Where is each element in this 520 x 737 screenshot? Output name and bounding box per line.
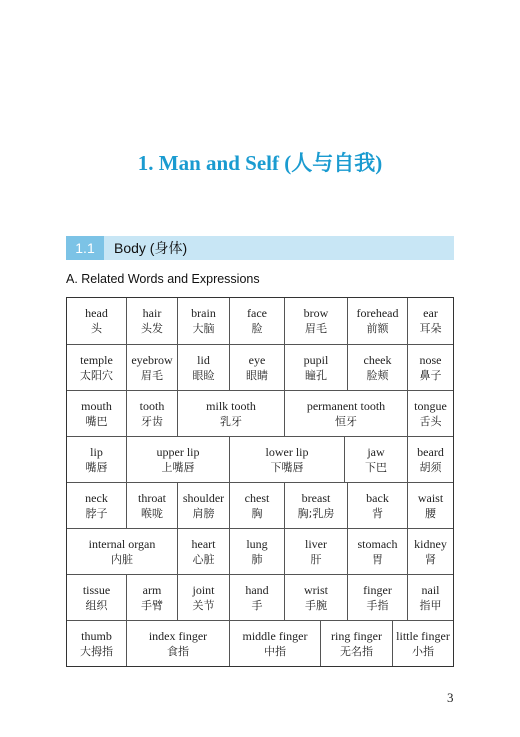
- chinese-term: 胃: [372, 552, 383, 566]
- table-row: [67, 528, 453, 574]
- chinese-term: 脸: [251, 322, 263, 335]
- table-cell: [284, 529, 347, 574]
- table-cell: [126, 437, 229, 482]
- chinese-term: 眉毛: [141, 368, 163, 382]
- english-term: internal organ: [88, 536, 156, 551]
- chinese-term: 手腕: [305, 598, 327, 612]
- table-cell: [284, 345, 347, 390]
- chinese-term: 舌头: [419, 414, 442, 428]
- chinese-term: 胸: [251, 506, 263, 520]
- table-cell: [67, 621, 126, 666]
- table-cell: [407, 483, 453, 528]
- english-term: face: [247, 306, 267, 320]
- table-row: [67, 344, 453, 390]
- english-term: throat: [138, 490, 166, 505]
- chinese-term: 心脏: [192, 552, 215, 566]
- chinese-term: 眼睑: [192, 368, 215, 382]
- chinese-term: 喉咙: [141, 506, 163, 520]
- table-cell: [126, 621, 229, 666]
- chinese-term: 手: [251, 598, 263, 612]
- table-cell: [407, 437, 453, 482]
- table-cell: [407, 298, 453, 344]
- chinese-term: 嘴唇: [85, 460, 108, 474]
- table-cell: [320, 621, 392, 666]
- table-cell: [407, 529, 453, 574]
- chinese-term: 大脑: [192, 322, 215, 335]
- page-number: 3: [447, 690, 454, 705]
- chinese-term: 恒牙: [335, 414, 357, 428]
- table-cell: [67, 345, 126, 390]
- chinese-term: 上嘴唇: [161, 460, 195, 474]
- chinese-term: 背: [372, 506, 383, 520]
- english-term: upper lip: [156, 444, 200, 459]
- table-cell: [284, 391, 407, 436]
- chinese-term: 肺: [251, 552, 263, 566]
- table-cell: [126, 483, 177, 528]
- english-term: jaw: [367, 444, 385, 459]
- table-cell: [229, 483, 284, 528]
- english-term: lip: [90, 444, 103, 459]
- chinese-term: 耳朵: [419, 322, 442, 335]
- chinese-term: 腰: [425, 506, 436, 520]
- chinese-term: 眉毛: [305, 322, 327, 335]
- english-term: tissue: [82, 582, 111, 597]
- table-cell: [67, 529, 177, 574]
- table-cell: [67, 298, 126, 344]
- table-cell: [67, 391, 126, 436]
- chinese-term: 下嘴唇: [270, 460, 304, 474]
- english-term: middle finger: [242, 628, 308, 643]
- english-term: mouth: [81, 398, 112, 413]
- chinese-term: 太阳穴: [80, 368, 113, 382]
- english-term: pupil: [303, 352, 329, 367]
- table-cell: [177, 391, 284, 436]
- chinese-term: 肝: [310, 552, 322, 566]
- english-term: finger: [363, 582, 392, 597]
- chinese-term: 手指: [366, 598, 389, 612]
- english-term: back: [366, 490, 389, 505]
- english-term: index finger: [148, 628, 208, 643]
- english-term: heart: [191, 536, 216, 551]
- table-cell: [284, 483, 347, 528]
- english-term: lid: [197, 352, 210, 367]
- english-term: forehead: [356, 306, 399, 320]
- table-row: [67, 620, 453, 666]
- english-term: eye: [248, 352, 266, 367]
- english-term: ring finger: [331, 628, 382, 643]
- chinese-term: 头: [91, 322, 102, 335]
- english-term: head: [85, 306, 108, 320]
- chinese-term: 大拇指: [80, 644, 113, 658]
- chinese-term: 关节: [192, 598, 215, 612]
- english-term: waist: [417, 490, 444, 505]
- table-cell: [347, 575, 407, 620]
- section-title: Body (身体): [114, 240, 188, 256]
- table-cell: [177, 345, 229, 390]
- chinese-term: 前额: [366, 322, 389, 335]
- table-cell: [347, 483, 407, 528]
- english-term: milk tooth: [206, 398, 256, 413]
- english-term: tooth: [139, 398, 165, 413]
- table-cell: [229, 345, 284, 390]
- english-term: chest: [244, 490, 270, 505]
- table-cell: [229, 621, 320, 666]
- english-term: brain: [191, 306, 216, 320]
- chinese-term: 胸;乳房: [297, 506, 335, 520]
- table-cell: [407, 391, 453, 436]
- chinese-term: 小指: [412, 644, 434, 658]
- subheading: A. Related Words and Expressions: [66, 272, 260, 286]
- table-cell: [407, 575, 453, 620]
- english-term: hair: [142, 306, 162, 320]
- english-term: stomach: [357, 536, 398, 551]
- english-term: little finger: [396, 628, 450, 643]
- chinese-term: 无名指: [340, 644, 373, 658]
- table-cell: [284, 298, 347, 344]
- table-cell: [177, 575, 229, 620]
- table-row: [67, 436, 453, 482]
- chinese-term: 鼻子: [419, 368, 442, 382]
- section-header: [66, 236, 454, 260]
- english-term: breast: [301, 490, 331, 505]
- english-term: lung: [246, 536, 268, 551]
- english-term: arm: [142, 582, 162, 597]
- english-term: kidney: [414, 536, 447, 551]
- english-term: ear: [423, 306, 438, 320]
- chinese-term: 肾: [425, 552, 436, 566]
- table-cell: [284, 575, 347, 620]
- table-cell: [126, 298, 177, 344]
- english-term: shoulder: [182, 490, 225, 505]
- chinese-term: 脸颊: [366, 368, 389, 382]
- table-cell: [67, 437, 126, 482]
- table-cell: [126, 391, 177, 436]
- english-term: beard: [417, 444, 444, 459]
- chinese-term: 眼睛: [246, 368, 268, 382]
- table-row: [67, 390, 453, 436]
- table-cell: [177, 298, 229, 344]
- english-term: thumb: [81, 628, 112, 643]
- table-cell: [344, 437, 407, 482]
- english-term: nail: [421, 582, 440, 597]
- table-cell: [229, 575, 284, 620]
- chinese-term: 瞳孔: [305, 368, 327, 382]
- table-cell: [67, 483, 126, 528]
- english-term: brow: [303, 306, 329, 320]
- table-cell: [407, 345, 453, 390]
- table-cell: [229, 529, 284, 574]
- table-cell: [126, 345, 177, 390]
- english-term: hand: [245, 582, 269, 597]
- english-term: liver: [305, 536, 327, 551]
- chinese-term: 中指: [264, 644, 286, 658]
- english-term: permanent tooth: [306, 398, 386, 413]
- table-cell: [67, 575, 126, 620]
- chinese-term: 手臂: [141, 598, 163, 612]
- chinese-term: 牙齿: [141, 414, 163, 428]
- table-row: [67, 482, 453, 528]
- vocabulary-table: [66, 297, 454, 667]
- chinese-term: 脖子: [85, 506, 108, 520]
- chapter-title: 1. Man and Self (人与自我): [137, 151, 383, 175]
- english-term: wrist: [304, 582, 328, 597]
- english-term: cheek: [363, 352, 392, 367]
- chinese-term: 组织: [85, 598, 108, 612]
- english-term: temple: [80, 352, 113, 367]
- chinese-term: 胡须: [419, 460, 442, 474]
- table-cell: [347, 298, 407, 344]
- chinese-term: 下巴: [365, 460, 387, 474]
- table-cell: [126, 575, 177, 620]
- table-cell: [392, 621, 453, 666]
- chinese-term: 内脏: [111, 552, 133, 566]
- english-term: joint: [192, 582, 215, 597]
- chinese-term: 头发: [141, 322, 163, 335]
- english-term: nose: [419, 352, 442, 367]
- english-term: neck: [85, 490, 108, 505]
- chinese-term: 嘴巴: [85, 414, 108, 428]
- table-row: [67, 574, 453, 620]
- english-term: lower lip: [265, 444, 309, 459]
- table-cell: [177, 529, 229, 574]
- table-cell: [229, 298, 284, 344]
- table-cell: [229, 437, 344, 482]
- english-term: eyebrow: [131, 352, 173, 367]
- english-term: tongue: [414, 398, 447, 413]
- section-number: 1.1: [66, 236, 104, 260]
- chinese-term: 乳牙: [220, 414, 242, 428]
- chinese-term: 指甲: [419, 598, 442, 612]
- table-cell: [347, 345, 407, 390]
- chinese-term: 食指: [167, 644, 189, 658]
- table-row: [67, 298, 453, 344]
- chinese-term: 肩膀: [192, 506, 215, 520]
- table-cell: [177, 483, 229, 528]
- table-cell: [347, 529, 407, 574]
